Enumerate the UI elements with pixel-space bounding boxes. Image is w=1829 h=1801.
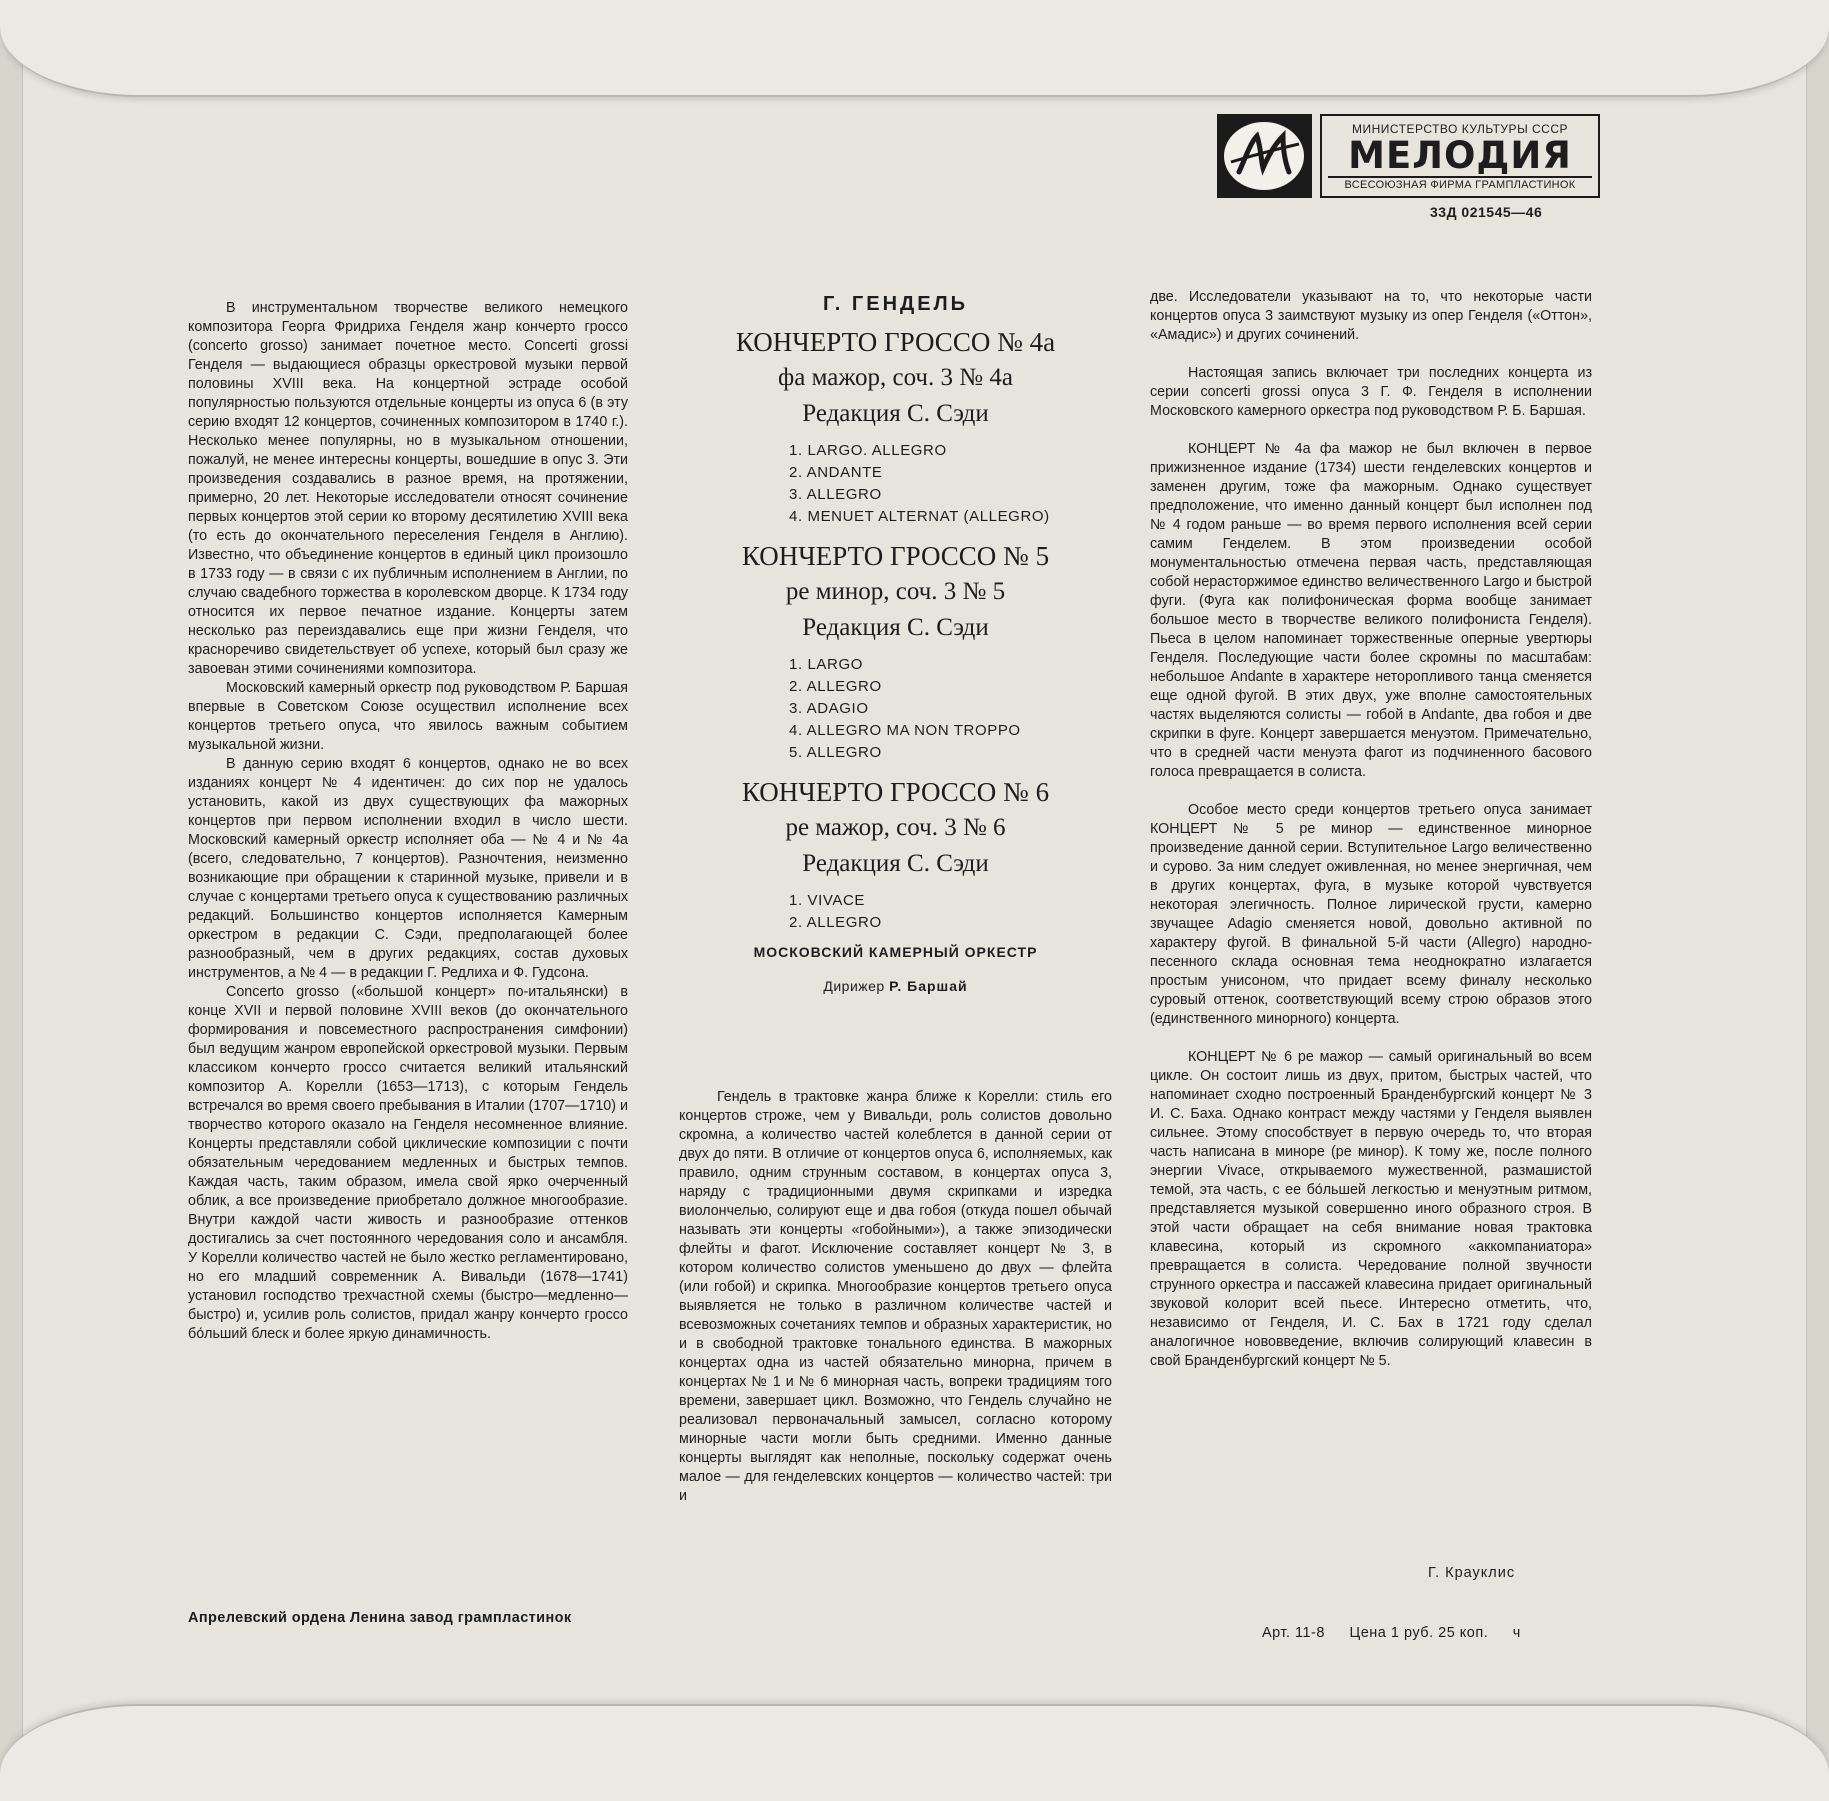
notes-right-column: [1150, 288, 1592, 1371]
logo-ministry: МИНИСТЕРСТВО КУЛЬТУРЫ СССР: [1351, 122, 1569, 136]
program-listing: [679, 293, 1112, 994]
factory-name: Апрелевский ордена Ленина завод грампластинок: [188, 1610, 572, 1626]
movement-item: 2. ANDANTE: [789, 464, 883, 481]
work-edition: Редакция С. Сэди: [802, 400, 989, 427]
price-line: [1262, 1625, 1541, 1641]
movement-item: 2. ALLEGRO: [789, 914, 882, 931]
conductor-credit: [679, 978, 1112, 994]
logo-company: ВСЕСОЮЗНАЯ ФИРМА ГРАМПЛАСТИНОК: [1328, 176, 1592, 191]
movement-item: 1. LARGO. ALLEGRO: [789, 442, 947, 459]
notes-paragraph: В инструментальном творчестве великого немецкого композитора Георга Фридриха Генделя жанр кончерто гроссо (concerto grosso) занимает почетное место. Concerti grossi Генделя — выдающиеся образцы оркестровой музыки первой половины XVIII века. На концертной эстраде особой популярностью пользуются отдельные концерты из опуса 6 (в эту серию входят 12 концертов, сочиненных композитором в 1740 г.). Несколько менее популярны, но в музыкальном отношении, пожалуй, не менее интересны концерты, вошедшие в опус 3. Эти произведения создавались в разное время, на протяжении, примерно, 20 лет. Некоторые исследователи относят сочинение первых концертов этой серии ко второму десятилетию XVIII века (то есть до окончательного переселения Генделя в Англию). Известно, что объединение концертов в единый цикл произошло в 1733 году — в связи с их публичным исполнением в Англии, по случаю свадебного торжества в королевском дворце. К 1734 году относится их первое печатное издание. Концерты затем несколько раз переиздавались еще при жизни Генделя, что красноречиво свидетельствует об успехе, который был сразу же завоеван этими сочинениями композитора.: [188, 300, 628, 677]
movement-item: 1. VIVACE: [789, 892, 865, 909]
work-block: [679, 774, 1112, 934]
movement-item: 2. ALLEGRO: [789, 678, 882, 695]
notes-author: Г. Крауклис: [1428, 1565, 1516, 1581]
notes-paragraph: КОНЦЕРТ № 4а фа мажор не был включен в первое прижизненное издание (1734) шести генделевских концертов и заменен другим, тоже фа мажорным. Однако существует предположение, что именно данный концерт был исполнен под № 4 годом раньше — во время первого исполнения всей серии самим Генделем. В этом произведении особой монументальностью отмечена первая часть, представляющая собой нерасторжимое единство величественного Largo и быстрой фуги. (Фуга как полифоническая форма вообще занимает большое место в творчестве великого полифониста Генделя). Пьеса в целом напоминает торжественные оперные увертюры Генделя. Последующие части более скромны по масштабам: небольшое Andante в характере неторопливого танца сменяется еще одной фугой. В этих двух, уже вполне самостоятельных частях выделяются солисты — гобой в Andante, два гобоя и две скрипки в фуге. Концерт завершается менуэтом. Примечательно, что в средней части менуэта фагот из подчиненного басового голоса превращается в солиста.: [1150, 441, 1592, 780]
article-number: Арт. 11-8: [1262, 1625, 1325, 1641]
notes-paragraph: Настоящая запись включает три последних концерта из серии concerti grossi опуса 3 Г. Ф. Генделя в исполнении Московского камерного оркестра под руководством Р. Б. Баршая.: [1150, 365, 1592, 419]
movement-item: 3. ADAGIO: [789, 700, 869, 717]
work-key: фа мажор, соч. 3 № 4а: [778, 364, 1013, 391]
notes-middle-column: [679, 1088, 1112, 1506]
work-edition: Редакция С. Сэди: [802, 850, 989, 877]
orchestra-name: МОСКОВСКИЙ КАМЕРНЫЙ ОРКЕСТР: [753, 944, 1038, 960]
movement-list: [789, 890, 1112, 934]
notes-paragraph: КОНЦЕРТ № 6 ре мажор — самый оригинальный во всем цикле. Он состоит лишь из двух, притом, быстрых частей, что напоминает сходно построенный Бранденбургский концерт № 3 И. С. Баха. Однако контраст между частями у Генделя выявлен сильнее. Этому способствует в первую очередь то, что вторая часть написана в миноре (ре минор). К тому же, после полного энергии Vivace, открываемого мужественной, размашистой темой, эта часть, с ее бо́льшей легкостью и менуэтным ритмом, представляется музыкой совершенно иного образного строя. В этой части обращает на себя внимание новая трактовка клавесина, который из скромного «аккомпаниатора» превращается в солиста. Чередование полной звучности струнного оркестра и пассажей клавесина придает оригинальный звуковой колорит всей пьесе. Интересно отметить, что, независимо от Генделя, И. С. Бах в 1721 году сделал аналогичное нововведение, включив солирующий клавесин в свой Бранденбургский концерт № 5.: [1150, 1049, 1592, 1369]
movement-item: 1. LARGO: [789, 656, 863, 673]
conductor-label: Дирижер: [823, 978, 885, 994]
melodiya-logo: [1217, 114, 1600, 198]
movement-item: 4. MENUET ALTERNAT (ALLEGRO): [789, 508, 1050, 525]
conductor-name: Р. Баршай: [889, 978, 968, 994]
melodiya-emblem-icon: [1217, 114, 1312, 198]
sleeve-bottom-flap: [0, 1704, 1829, 1801]
sleeve-left-edge: [0, 0, 23, 1801]
composer-name: Г. ГЕНДЕЛЬ: [822, 293, 969, 315]
work-block: [679, 324, 1112, 528]
movement-list: [789, 440, 1112, 528]
work-title: КОНЧЕРТО ГРОССО № 5: [741, 541, 1050, 571]
notes-paragraph: Concerto grosso («большой концерт» по-итальянски) в конце XVII и первой половине XVIII веков (до окончательного формирования и повсеместного распространения симфонии) был ведущим жанром европейской оркестровой музыки. Первым классиком кончерто гроссо считается великий итальянский композитор А. Корелли (1653—1713), с которым Гендель встречался во время своего пребывания в Италии (1707—1710) и творчество которого оказало на Генделя несомненное влияние. Концерты представляли собой циклические композиции с почти обязательным чередованием медленных и быстрых темпов. Каждая часть, таким образом, имела свой ярко очерченный облик, а все произведение приобретало должное многообразие. Внутри каждой части живость и разнообразие оттенков достигались за счет постоянного чередования соло и ансамбля. У Корелли количество частей не было жестко регламентировано, но его младший современник А. Вивальди (1678—1741) установил господство трехчастной схемы (быстро—медленно—быстро) и, усилив роль солистов, придал жанру кончерто гроссо бо́льший блеск и более яркую динамичность.: [188, 984, 628, 1342]
logo-name: МЕЛОДИЯ: [1348, 134, 1572, 177]
notes-paragraph: В данную серию входят 6 концертов, однако не во всех изданиях концерт № 4 идентичен: до сих пор не удалось установить, какой из двух существующих фа мажорных концертов при первом исполнении входил в число шести. Московский камерный оркестр исполняет оба — № 4 и № 4а (всего, следовательно, 7 концертов). Разночтения, неизменно возникающие при обращении к старинной музыке, привели и в случае с концертами третьего опуса к существованию различных редакций. Большинство концертов исполняется Камерным оркестром в редакции С. Сэди, предполагающей более разнообразный, чем в других редакциях, состав духовых инструментов, а № 4 — в редакции Г. Редлиха и Ф. Гудсона.: [188, 756, 628, 981]
work-edition: Редакция С. Сэди: [802, 614, 989, 641]
catalog-number: 33Д 021545—46: [1430, 204, 1543, 220]
sleeve-right-edge: [1806, 0, 1829, 1801]
work-title: КОНЧЕРТО ГРОССО № 4а: [735, 327, 1056, 357]
work-key: ре мажор, соч. 3 № 6: [785, 814, 1006, 841]
notes-paragraph: две. Исследователи указывают на то, что некоторые части концертов опуса 3 заимствуют музыку из опер Генделя («Оттон», «Амадис») и других сочинений.: [1150, 289, 1592, 343]
work-block: [679, 538, 1112, 764]
movement-item: 3. ALLEGRO: [789, 486, 882, 503]
notes-left-column: [188, 299, 628, 1344]
print-mark: ч: [1512, 1625, 1521, 1641]
notes-paragraph: Московский камерный оркестр под руководством Р. Баршая впервые в Советском Союзе осуществил исполнение всех концертов третьего опуса, что явилось важным событием музыкальной жизни.: [188, 680, 628, 753]
movement-item: 4. ALLEGRO MA NON TROPPO: [789, 722, 1021, 739]
notes-paragraph: Гендель в трактовке жанра ближе к Корелли: стиль его концертов строже, чем у Вивальди, роль солистов довольно скромна, а количество частей колеблется в данной серии от двух до пяти. В отличие от концертов опуса 6, исполняемых, как правило, одним струнным составом, в концертах опуса 3, наряду с традиционными двумя скрипками и изредка виолончелью, солируют еще и два гобоя (откуда пошел обычай называть эти концерты «гобойными»), а также эпизодически флейты и фагот. Исключение составляет концерт № 3, в котором количество солистов уменьшено до двух — флейта (или гобой) и скрипка. Многообразие концертов третьего опуса выявляется не только в различном количестве частей и всевозможных сочетаниях темпов и образных характеристик, но и в свободной трактовке тонального единства. В мажорных концертах одна из частей обязательно минорна, причем в концертах № 1 и № 6 минорная часть, вопреки традициям того времени, завершает цикл. Возможно, что Гендель случайно не реализовал первоначальный замысел, согласно которому минорные части могли быть средними. Именно данные концерты выглядят как неполные, поскольку содержат очень малое — для генделевских концертов — количество частей: три и: [679, 1089, 1112, 1504]
movement-item: 5. ALLEGRO: [789, 744, 882, 761]
melodiya-wordmark: [1320, 114, 1600, 198]
movement-list: [789, 654, 1112, 764]
sleeve-top-flap: [0, 0, 1829, 97]
work-title: КОНЧЕРТО ГРОССО № 6: [741, 777, 1050, 807]
notes-paragraph: Особое место среди концертов третьего опуса занимает КОНЦЕРТ № 5 ре минор — единственное минорное произведение данной серии. Вступительное Largo величественно и сурово. За ним следует оживленная, но менее энергичная, чем в других концертах, фуга, в музыке которой чувствуется некоторая элегичность. Полное лирической грусти, камерно звучащее Adagio сменяется новой, довольно активной по характеру фугой. В финальной 5-й части (Allegro) народно-песенного склада основная тема неоднократно излагается простым унисоном, что придает всему финалу несколько суровый оттенок, соответствующий всему строю образов этого (единственного минорного) концерта.: [1150, 802, 1592, 1027]
price: Цена 1 руб. 25 коп.: [1349, 1625, 1489, 1641]
work-key: ре минор, соч. 3 № 5: [785, 578, 1006, 605]
